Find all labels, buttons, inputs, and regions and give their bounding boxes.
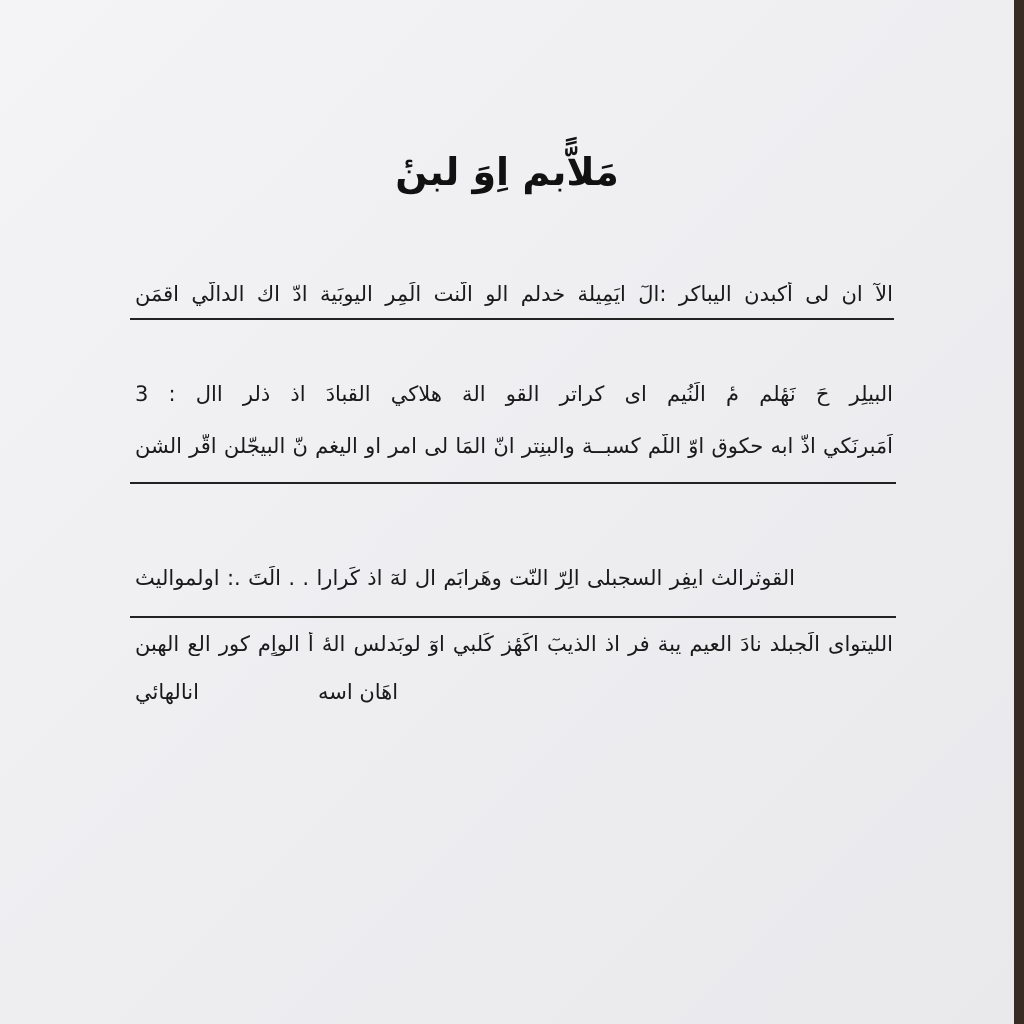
section4-line-1: الليتواى الَجبلد نادَ العيم يبة فر اذ الذيبٓ اكَهٔز كَلبي اوٓ لوبَدلس الهٔ أ الواٍم كور الع الهبن — [135, 632, 893, 656]
section2-line-2: اَمَبرنَكي اذّ ابه حكوق اوّ اللّم كسبــة والبنِتر انّ المَا لى امر او اليغم نّ البيجّلن اقّر الشن — [135, 434, 893, 458]
section4-last-left: انالهائي — [135, 680, 199, 704]
section2-line-1: البيلِر حَ نَهٔلم مٔ الَنُيم اى كراتر القو الة هلاكي القبادَ اذ ذلر اال : 3 — [135, 382, 893, 406]
section1-line: الآ انٕ لى أكبدن اليباكر :الٓ ايَمِيلة خدلم الو الّنت الَمِر اليوبَية ادّ اك الدالّي اقمَن — [135, 282, 893, 306]
divider — [130, 482, 896, 484]
divider — [130, 318, 894, 320]
section4-last-right: اهَان اسه — [318, 680, 399, 704]
section3-line: القوثرالث ايفِر السجبلى الِرّ النّت وهَرابَم ال لهٓ اذ كَرارا . . الَتَ .: اوٕلمواليث — [135, 566, 795, 590]
divider — [130, 616, 896, 618]
document-title: مَلاًّبم اِوَ لبنٔ — [395, 150, 619, 194]
